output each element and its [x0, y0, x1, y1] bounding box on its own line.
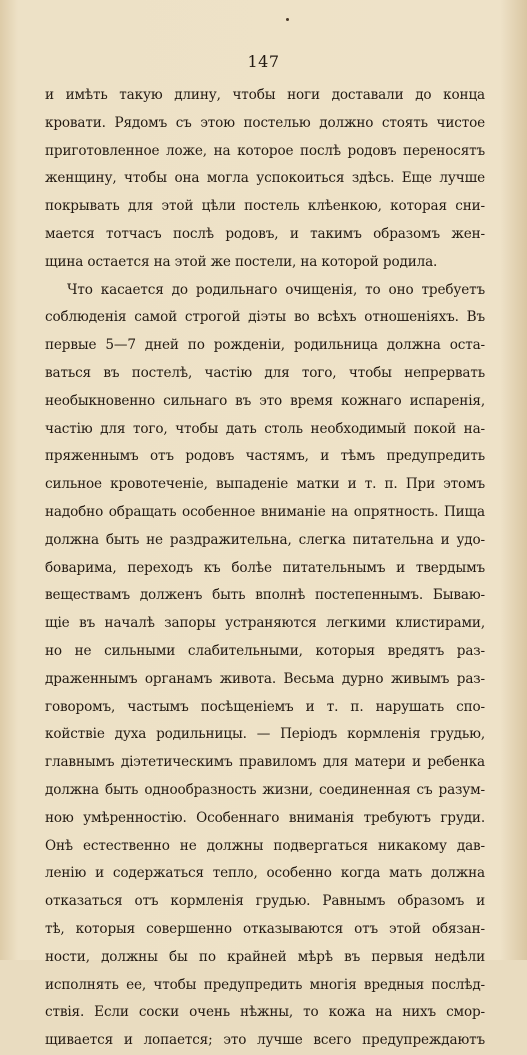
text-line: говоромъ, частымъ посѣщеніемъ и т. п. нарушать спо-	[45, 698, 485, 715]
text-line: необыкновенно сильнаго въ это время кожнаго испаренія,	[45, 392, 485, 409]
text-line: ленію и содержаться тепло, особенно когда мать должна	[45, 865, 485, 882]
text-line: отказаться отъ кормленія грудью. Равнымъ образомъ и	[45, 893, 485, 910]
text-line: женщину, чтобы она могла успокоиться здѣсь. Еще лучше	[45, 170, 485, 187]
text-line: Онѣ естественно не должны подвергаться никакому дав-	[45, 837, 485, 854]
text-line: сильное кровотеченіе, выпаденіе матки и т. п. При этомъ	[45, 476, 485, 493]
text-line: частію для того, чтобы дать столь необходимый покой на-	[45, 420, 485, 437]
text-line: ною умѣренностію. Особеннаго вниманія требуютъ груди.	[45, 809, 485, 826]
text-line: ваться въ постелѣ, частію для того, чтобы непрервать	[45, 364, 485, 381]
text-line: исполнять ее, чтобы предупредить многія вредныя послѣд-	[45, 976, 485, 993]
text-line: тѣ, которыя совершенно отказываются отъ этой обязан-	[45, 920, 485, 937]
text-line: должна быть не раздражительна, слегка питательна и удо-	[45, 531, 485, 548]
text-line: койствіе духа родильницы. — Періодъ кормленія грудью,	[45, 726, 485, 743]
text-line: кровати. Рядомъ съ этою постелью должно стоять чистое	[45, 114, 485, 131]
text-line: щина остается на этой же постели, на которой родила.	[45, 253, 438, 270]
text-line: драженнымъ органамъ живота. Весьма дурно живымъ раз-	[45, 670, 485, 687]
text-line: первые 5—7 дней по рожденіи, родильница должна оста-	[45, 337, 485, 354]
text-line: ствія. Если соски очень нѣжны, то кожа на нихъ смор-	[45, 1004, 485, 1021]
text-line: щіе въ началѣ запоры устраняются легкими клистирами,	[45, 615, 485, 632]
text-line: но не сильными слабительными, которыя вредятъ раз-	[45, 642, 485, 659]
paragraph-first-line: Что касается до родильнаго очищенія, то оно требуетъ	[67, 281, 485, 298]
ink-speck	[286, 18, 289, 21]
text-line: пряженнымъ отъ родовъ частямъ, и тѣмъ предупредить	[45, 448, 485, 465]
text-line: приготовленное ложе, на которое послѣ родовъ переносятъ	[45, 142, 485, 159]
text-line: и имѣть такую длину, чтобы ноги доставали до конца	[45, 87, 485, 103]
text-line: боварима, переходъ къ болѣе питательнымъ и твердымъ	[45, 559, 485, 576]
text-line: главнымъ діэтетическимъ правиломъ для матери и ребенка	[45, 754, 485, 771]
text-line: ности, должны бы по крайней мѣрѣ въ первыя недѣли	[45, 948, 485, 965]
text-line: соблюденія самой строгой діэты во всѣхъ отношеніяхъ. Въ	[45, 309, 485, 326]
text-line: должна быть однообразность жизни, соединенная съ разум-	[45, 781, 485, 798]
body-text	[45, 82, 485, 1055]
text-line: веществамъ долженъ быть вполнѣ постепеннымъ. Бываю-	[45, 587, 485, 604]
text-line: щивается и лопается; это лучше всего предупреждаютъ	[45, 1032, 485, 1049]
text-line: надобно обращать особенное вниманіе на опрятность. Пища	[45, 503, 485, 520]
text-line: покрывать для этой цѣли постель клѣенкою, которая сни-	[45, 198, 485, 215]
page-number: 147	[247, 52, 280, 71]
text-line: мается тотчасъ послѣ родовъ, и такимъ образомъ жен-	[45, 225, 485, 242]
